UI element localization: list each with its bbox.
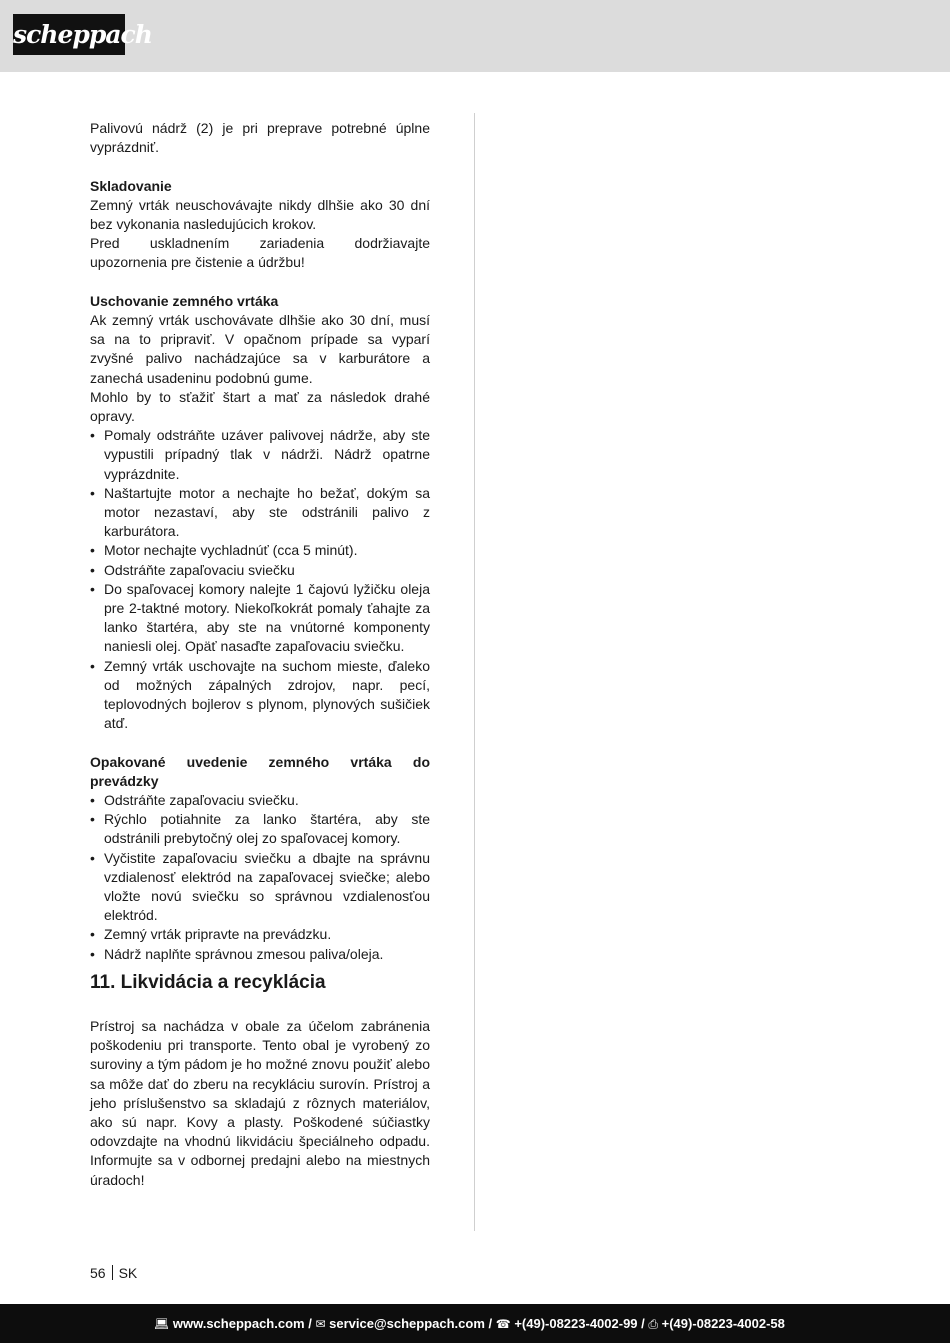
bullet-icon: • — [90, 657, 95, 674]
page-header — [0, 0, 950, 72]
computer-icon: 💻︎ — [154, 1317, 170, 1331]
scheppach-logo: scheppach — [13, 14, 125, 55]
bullet-icon: • — [90, 849, 95, 866]
bullet-icon: • — [90, 542, 95, 559]
keeping-paragraph-1: Ak zemný vrták uschovávate dlhšie ako 30 dní, musí sa na to pripraviť. V opačnom prípade sa vyparí zvyšné palivo nachádzajúce sa v karburátore a zanechá usadeninu podobnú gume. — [90, 312, 430, 386]
bullet-icon: • — [90, 811, 95, 828]
mail-icon: ✉ — [315, 1317, 326, 1331]
keeping-list — [90, 426, 430, 733]
website-link[interactable]: www.scheppach.com — [172, 1316, 305, 1331]
page-footer — [0, 1304, 950, 1343]
page-number-value: 56 — [90, 1265, 106, 1281]
bullet-icon: • — [90, 792, 95, 809]
list-item: • Nádrž naplňte správnou zmesou paliva/oleja. — [90, 945, 430, 964]
storage-paragraph-1: Zemný vrták neuschovávajte nikdy dlhšie ako 30 dní bez vykonania nasledujúcich krokov. — [90, 196, 430, 232]
bullet-icon: • — [90, 945, 95, 962]
page-number — [90, 1264, 137, 1282]
intro-paragraph: Palivovú nádrž (2) je pri preprave potrebné úplne vyprázdniť. — [90, 120, 430, 156]
column-divider — [474, 113, 475, 1231]
list-item: • Zemný vrták pripravte na prevádzku. — [90, 925, 430, 944]
fax-number: +(49)-08223-4002-58 — [661, 1316, 785, 1331]
phone-icon: ☎ — [495, 1317, 511, 1331]
email-link[interactable]: service@scheppach.com — [329, 1316, 485, 1331]
recommission-list — [90, 791, 430, 964]
fax-icon: ⎙ — [648, 1317, 658, 1331]
list-item: • Odstráňte zapaľovaciu sviečku. — [90, 791, 430, 810]
list-item: • Rýchlo potiahnite za lanko štartéra, aby ste odstránili prebytočný olej zo spaľovacej komory. — [90, 811, 430, 847]
bullet-icon: • — [90, 484, 95, 501]
contact-line: 💻︎ www.scheppach.com / ✉ service@scheppach.com / ☎ +(49)-08223-4002-99 / ⎙ +(49)-08223-4002-58 — [154, 1316, 785, 1331]
page-language: SK — [118, 1265, 138, 1281]
bullet-icon: • — [90, 926, 95, 943]
list-item: • Vyčistite zapaľovaciu sviečku a dbajte na správnu vzdialenosť elektród na zapaľovacej sviečke; alebo vložte novú sviečku so správnou vzdialenosťou elektród. — [90, 849, 430, 924]
list-item: • Odstráňte zapaľovaciu sviečku — [90, 561, 430, 580]
phone-number: +(49)-08223-4002-99 — [514, 1316, 638, 1331]
bullet-icon: • — [90, 580, 95, 597]
text-column — [90, 119, 430, 1190]
list-item: • Do spaľovacej komory nalejte 1 čajovú lyžičku oleja pre 2-taktné motory. Niekoľkokrát pomaly ťahajte za lanko štartéra, aby ste na vnútorné komponenty naniesli olej. Opäť nasaďte zapaľovaciu sviečku. — [90, 580, 430, 655]
storage-heading: Skladovanie — [90, 177, 172, 194]
bullet-icon: • — [90, 427, 95, 444]
list-item: • Pomaly odstráňte uzáver palivovej nádrže, aby ste vypustili prípadný tlak v nádrži. Nádrž opatrne vyprázdnite. — [90, 427, 430, 482]
keeping-heading: Uschovanie zemného vrtáka — [90, 292, 279, 309]
list-item: • Zemný vrták uschovajte na suchom mieste, ďaleko od možných zápalných zdrojov, napr. pecí, teplovodných bojlerov s plynom, plynových sušičiek atď. — [90, 657, 430, 732]
disposal-heading: 11. Likvidácia a recyklácia — [90, 971, 326, 993]
list-item: • Naštartujte motor a nechajte ho bežať, dokým sa motor nezastaví, aby ste odstránili palivo z karburátora. — [90, 484, 430, 540]
recommission-heading: Opakované uvedenie zemného vrtáka do prevádzky — [90, 753, 430, 789]
list-item: • Motor nechajte vychladnúť (cca 5 minút). — [90, 541, 430, 560]
disposal-paragraph: Prístroj sa nachádza v obale za účelom zabránenia poškodeniu pri transporte. Tento obal je vyrobený zo suroviny a tým pádom je ho možné znovu použiť alebo sa môže dať do zberu na recykláciu surovín. Prístroj a jeho príslušenstvo sa skladajú z rôznych materiálov, ako sú napr. Kovy a plasty. Poškodené súčiastky odovzdajte na vhodnú likvidáciu špeciálneho odpadu. Informujte sa v odbornej predajni alebo na miestnych úradoch! — [90, 1017, 430, 1188]
page-number-separator — [112, 1265, 113, 1280]
storage-paragraph-2: Pred uskladnením zariadenia dodržiavajte upozornenia pre čistenie a údržbu! — [90, 235, 430, 271]
bullet-icon: • — [90, 561, 95, 578]
keeping-paragraph-2: Mohlo by to sťažiť štart a mať za následok drahé opravy. — [90, 388, 430, 425]
